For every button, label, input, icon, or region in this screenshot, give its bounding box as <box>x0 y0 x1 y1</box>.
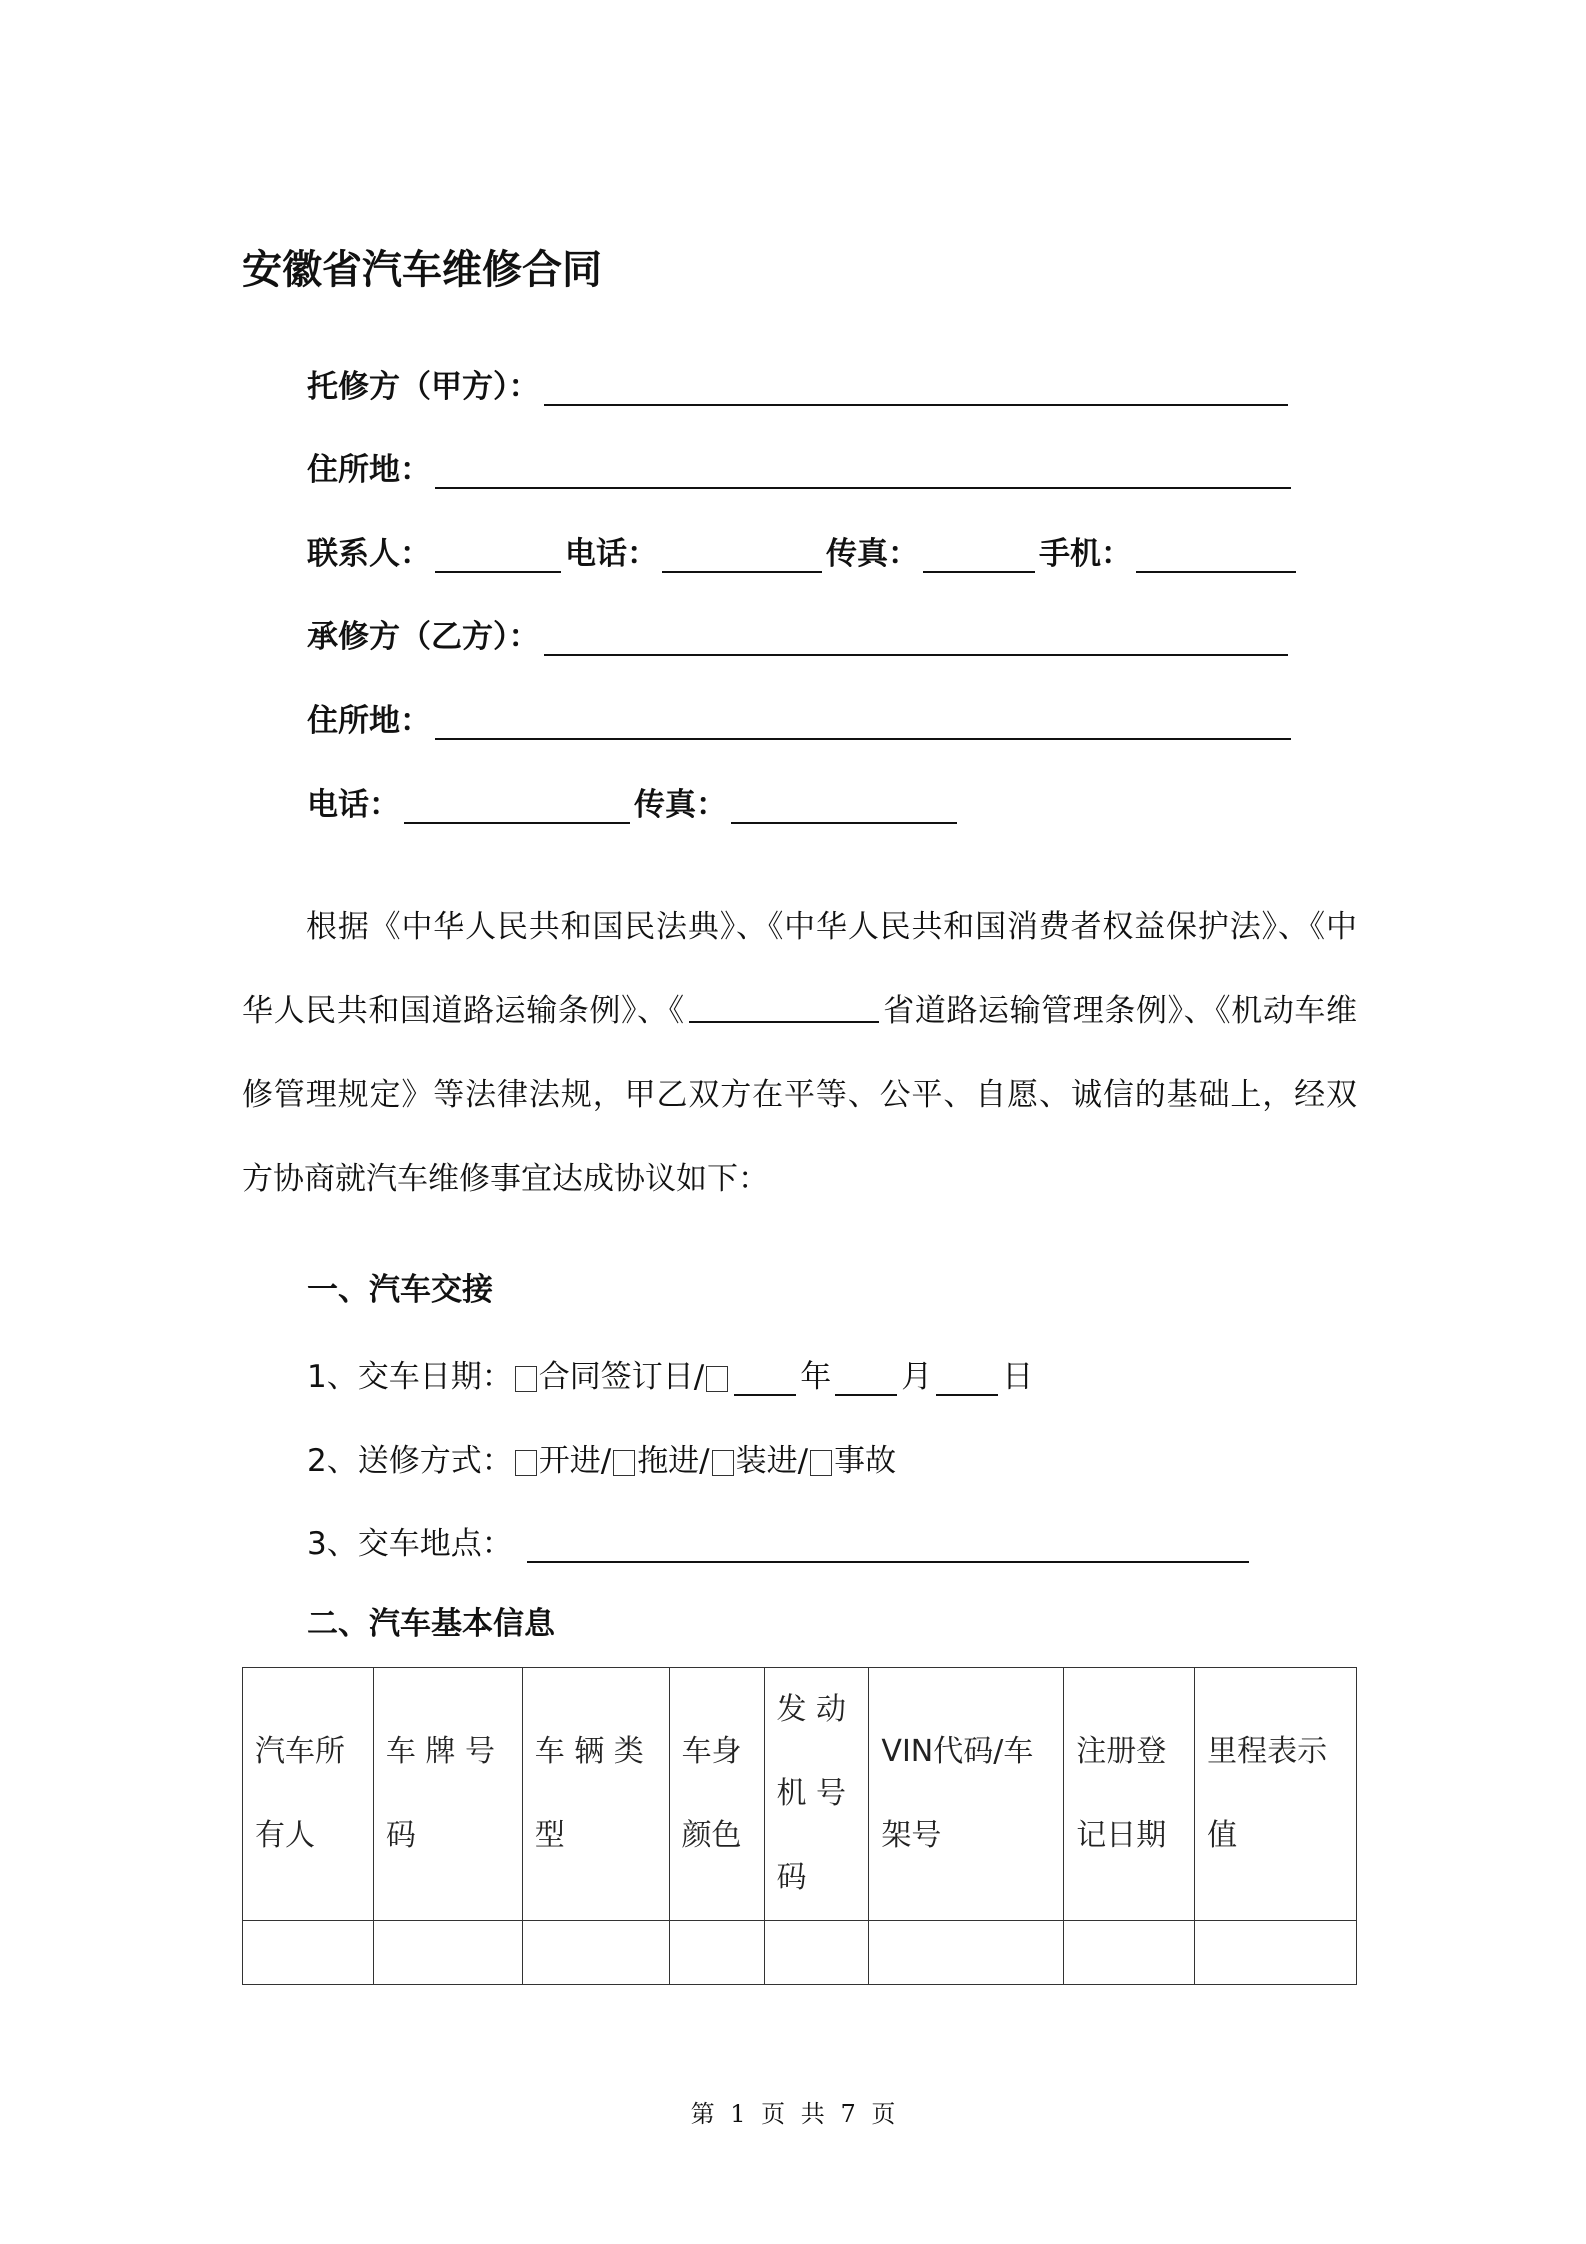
contract-date-option: 合同签订日/ <box>538 1359 705 1395</box>
cell-reg-date[interactable] <box>1064 1921 1195 1985</box>
checkbox-drive-in[interactable] <box>515 1450 537 1476</box>
party-b-address-row <box>307 696 1295 740</box>
party-a-label: 托修方（甲方）： <box>307 369 540 405</box>
fax-field[interactable] <box>923 541 1035 573</box>
document-title: 安徽省汽车维修合同 <box>242 247 602 293</box>
checkbox-accident[interactable] <box>810 1450 832 1476</box>
month-field[interactable] <box>835 1364 897 1396</box>
delivery-date-label: 1、交车日期： <box>307 1359 513 1395</box>
day-field[interactable] <box>936 1364 998 1396</box>
preamble-part2: 省道路运输管理条例》、《机动车维修管理规定》等法律法规，甲乙双方在平等、公平、自愿、诚信的基础上，经双方协商就汽车维修事宜达成协议如下： <box>242 993 1358 1197</box>
party-a-row <box>307 362 1292 406</box>
table-header-row <box>243 1668 1357 1921</box>
party-b-phone-field[interactable] <box>404 792 630 824</box>
contact-field[interactable] <box>435 541 561 573</box>
vehicle-info-table <box>242 1667 1357 1985</box>
party-a-contact-row <box>307 529 1300 573</box>
preamble-paragraph <box>242 885 1357 1221</box>
table-row <box>243 1921 1357 1985</box>
party-b-phone-label: 电话： <box>307 787 400 823</box>
day-label: 日 <box>1002 1359 1034 1395</box>
checkbox-contract-date[interactable] <box>515 1366 537 1392</box>
party-b-address-field[interactable] <box>435 708 1291 740</box>
section2-heading: 二、汽车基本信息 <box>307 1606 555 1642</box>
delivery-place-field[interactable] <box>527 1531 1249 1563</box>
party-a-address-label: 住所地： <box>307 452 431 488</box>
col-color: 车身颜色 <box>669 1668 764 1921</box>
party-a-address-row <box>307 445 1295 489</box>
year-field[interactable] <box>734 1364 796 1396</box>
party-a-field[interactable] <box>544 374 1288 406</box>
col-plate: 车 牌 号码 <box>373 1668 522 1921</box>
party-b-phone-row <box>307 780 961 824</box>
party-b-field[interactable] <box>544 624 1288 656</box>
delivery-place-row <box>307 1519 1253 1563</box>
col-mileage: 里程表示值 <box>1195 1668 1357 1921</box>
page-footer: 第 1 页 共 7 页 <box>690 2100 896 2128</box>
party-a-address-field[interactable] <box>435 457 1291 489</box>
mobile-field[interactable] <box>1136 541 1296 573</box>
checkbox-custom-date[interactable] <box>706 1366 728 1392</box>
contact-label: 联系人： <box>307 536 431 572</box>
col-type: 车 辆 类型 <box>522 1668 669 1921</box>
party-b-fax-field[interactable] <box>731 792 957 824</box>
cell-vin[interactable] <box>869 1921 1064 1985</box>
option-accident: 事故 <box>834 1443 897 1479</box>
checkbox-load-in[interactable] <box>712 1450 734 1476</box>
delivery-date-row <box>307 1352 1033 1396</box>
option-load-in: 装进/ <box>735 1443 809 1479</box>
option-drive-in: 开进/ <box>538 1443 612 1479</box>
party-b-fax-label: 传真： <box>634 787 727 823</box>
preamble-part1: 根据《中华人民共和国民法典》、《中华人民共和国消费者权益保护法》、《中华人民共和国道路运输条例》、《 <box>242 909 1357 1029</box>
cell-engine[interactable] <box>764 1921 869 1985</box>
section1-heading: 一、汽车交接 <box>307 1272 493 1308</box>
option-tow-in: 拖进/ <box>637 1443 710 1479</box>
province-field[interactable] <box>689 995 879 1023</box>
phone-field[interactable] <box>662 541 822 573</box>
party-b-label: 承修方（乙方）： <box>307 619 540 655</box>
month-label: 月 <box>901 1359 933 1395</box>
delivery-method-row <box>307 1436 896 1480</box>
cell-owner[interactable] <box>243 1921 374 1985</box>
phone-label: 电话： <box>565 536 658 572</box>
checkbox-tow-in[interactable] <box>613 1450 635 1476</box>
cell-type[interactable] <box>522 1921 669 1985</box>
mobile-label: 手机： <box>1039 536 1132 572</box>
cell-plate[interactable] <box>373 1921 522 1985</box>
party-b-row <box>307 612 1292 656</box>
col-engine: 发 动 机 号 码 <box>764 1668 869 1921</box>
col-owner: 汽车所有人 <box>243 1668 374 1921</box>
delivery-place-label: 3、交车地点： <box>307 1526 513 1562</box>
cell-mileage[interactable] <box>1195 1921 1357 1985</box>
col-reg-date: 注册登记日期 <box>1064 1668 1195 1921</box>
party-b-address-label: 住所地： <box>307 703 431 739</box>
cell-color[interactable] <box>669 1921 764 1985</box>
delivery-method-label: 2、送修方式： <box>307 1443 513 1479</box>
fax-label: 传真： <box>826 536 919 572</box>
year-label: 年 <box>800 1359 832 1395</box>
col-vin: VIN代码/车架号 <box>869 1668 1064 1921</box>
